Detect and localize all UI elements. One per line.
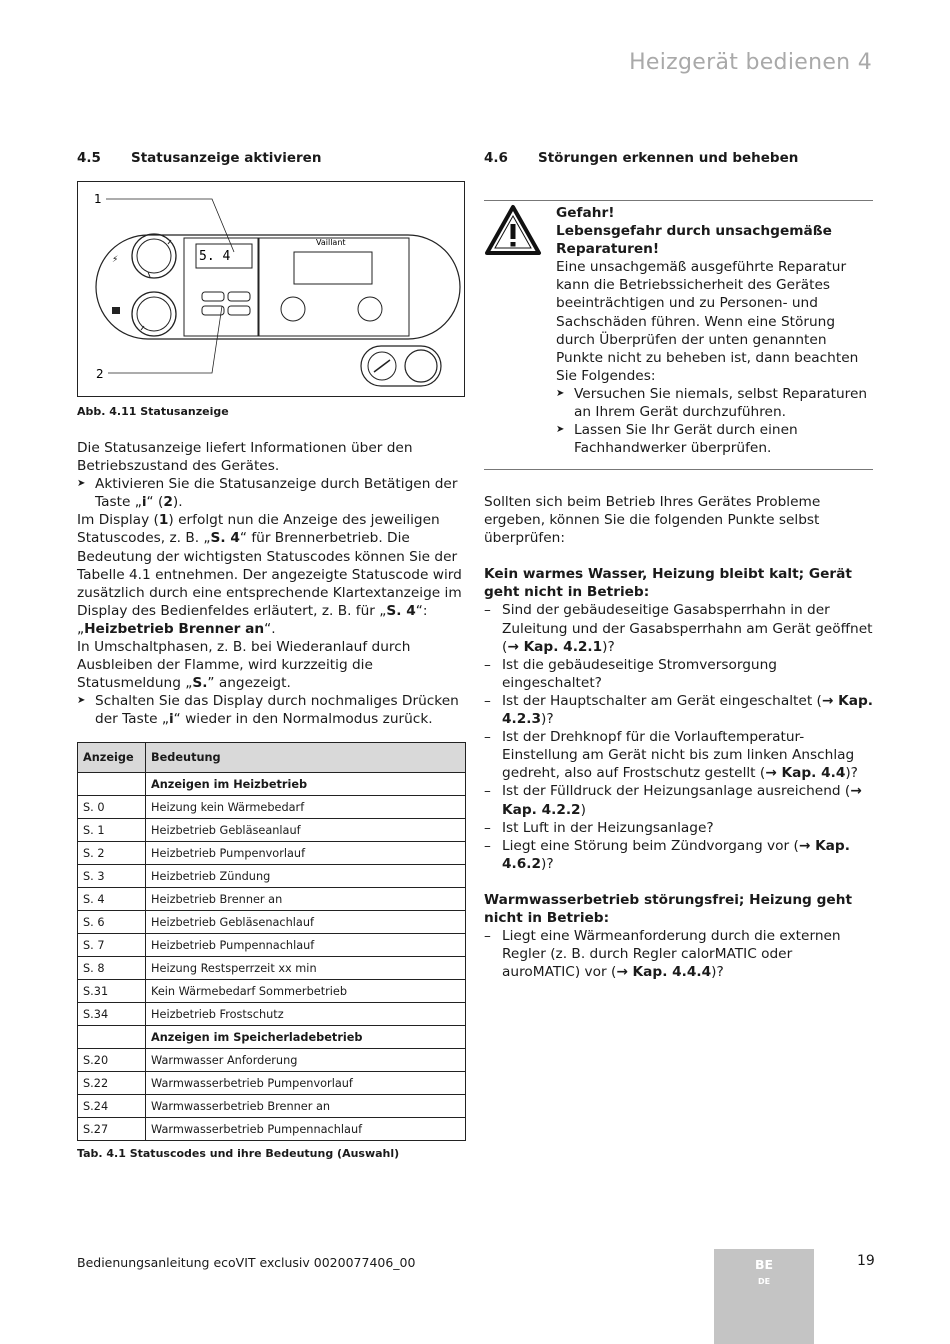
column-header-meaning: Bedeutung xyxy=(146,743,466,773)
table-subheader: Anzeigen im Heizbetrieb xyxy=(78,773,466,796)
table-row xyxy=(78,980,466,1003)
warning-block xyxy=(556,204,874,457)
running-header: Heizgerät bedienen 4 xyxy=(629,50,872,75)
status-meaning: Heizung kein Wärmebedarf xyxy=(146,796,466,819)
status-meaning: Heizbetrieb Gebläseanlauf xyxy=(146,819,466,842)
warning-subtitle: Lebensgefahr durch unsachgemäße Reparaturen! xyxy=(556,223,832,258)
arrow-icon: → xyxy=(765,765,782,782)
arrow-icon: → xyxy=(798,837,816,854)
section-title: Statusanzeige aktivieren xyxy=(131,150,322,166)
status-meaning: Warmwasserbetrieb Pumpennachlauf xyxy=(146,1118,466,1141)
checklist-item: – Ist Luft in der Heizungsanlage? xyxy=(484,819,874,837)
status-meaning: Warmwasserbetrieb Pumpenvorlauf xyxy=(146,1072,466,1095)
status-code: S.24 xyxy=(78,1095,146,1118)
table-row xyxy=(78,1072,466,1095)
status-code: S. 7 xyxy=(78,934,146,957)
table-row xyxy=(78,934,466,957)
left-body xyxy=(77,439,467,729)
checklist-item: – Ist der Drehknopf für die Vorlauftemperatur-Einstellung am Gerät nicht bis zum linken Anschlag gedreht, also auf Frostschutz gestellt (→ Kap. 4.4)? xyxy=(484,728,874,782)
chapter-reference: Kap. 4.2.3 xyxy=(502,692,873,728)
table-row xyxy=(78,1118,466,1141)
paragraph-display: Im Display (1) erfolgt nun die Anzeige des jeweiligen Statuscodes, z. B. „S. 4“ für Brennerbetrieb. Die Bedeutung der wichtigsten Statuscodes können Sie der Tabelle 4.1 entnehmen. Der angezeigte Statuscode wird zusätzlich durch eine entsprechende Klartextanzeige im Display des Bedienfeldes erläutert, z. B. für „S. 4“: „Heizbetrieb Brenner an“. xyxy=(77,512,462,637)
warning-bullet-2: ➤ Lassen Sie Ihr Gerät durch einen Fachhandwerker überprüfen. xyxy=(556,421,874,457)
status-code-table xyxy=(77,742,466,1141)
arrow-icon: → xyxy=(850,783,862,800)
checklist-item: – Ist der Hauptschalter am Gerät eingeschaltet (→ Kap. 4.2.3)? xyxy=(484,692,874,728)
paragraph-switch-phase: In Umschaltphasen, z. B. bei Wiederanlauf durch Ausbleiben der Flamme, wird kurzzeitig die Statusmeldung „S.” angezeigt. xyxy=(77,639,411,692)
section-heading-4-5 xyxy=(77,150,321,166)
table-row xyxy=(78,957,466,980)
arrow-icon: → xyxy=(507,638,524,655)
chapter-reference: Kap. 4.4.4 xyxy=(632,964,712,981)
checklist-item: – Ist die gebäudeseitige Stromversorgung eingeschaltet? xyxy=(484,656,874,692)
language-subcode: DE xyxy=(757,1277,771,1286)
checklist-item: – Liegt eine Störung beim Zündvorgang vor (→ Kap. 4.6.2)? xyxy=(484,837,874,873)
section-title: Störungen erkennen und beheben xyxy=(538,150,799,166)
status-code: S.27 xyxy=(78,1118,146,1141)
section-number: 4.6 xyxy=(484,150,508,166)
svg-text:⚡: ⚡ xyxy=(112,255,119,265)
status-meaning: Heizbetrieb Zündung xyxy=(146,865,466,888)
brand-logo-text: Vaillant xyxy=(316,238,346,247)
status-code: S. 0 xyxy=(78,796,146,819)
chapter-reference: Kap. 4.2.2 xyxy=(502,801,581,818)
table-body xyxy=(78,773,466,1141)
status-meaning: Warmwasser Anforderung xyxy=(146,1049,466,1072)
status-code: S.34 xyxy=(78,1003,146,1026)
table-row xyxy=(78,1095,466,1118)
status-code: S.22 xyxy=(78,1072,146,1095)
status-meaning: Kein Wärmebedarf Sommerbetrieb xyxy=(146,980,466,1003)
paragraph-intro: Die Statusanzeige liefert Informationen über den Betriebszustand des Gerätes. xyxy=(77,440,413,475)
checklist-2 xyxy=(484,927,874,981)
language-code: BE xyxy=(754,1257,774,1272)
display-readout: 5. 4 xyxy=(199,249,231,264)
callout-1: 1 xyxy=(94,192,102,206)
troubleshoot-heading-2: Warmwasserbetrieb störungsfrei; Heizung geht nicht in Betrieb: xyxy=(484,891,852,926)
status-code: S. 2 xyxy=(78,842,146,865)
warning-icon xyxy=(484,204,542,260)
checklist-item: – Liegt eine Wärmeanforderung durch die externen Regler (z. B. durch Regler calorMATIC oder auroMATIC) vor (→ Kap. 4.4.4)? xyxy=(484,927,874,981)
section-heading-4-6 xyxy=(484,150,798,166)
column-header-display: Anzeige xyxy=(78,743,146,773)
chapter-reference: Kap. 4.6.2 xyxy=(502,837,850,872)
arrow-icon: → xyxy=(821,692,839,709)
right-body xyxy=(484,493,874,981)
status-meaning: Heizbetrieb Brenner an xyxy=(146,888,466,911)
table-row xyxy=(78,1049,466,1072)
arrow-icon: → xyxy=(616,964,633,981)
status-code: S. 4 xyxy=(78,888,146,911)
status-meaning: Heizbetrieb Pumpenvorlauf xyxy=(146,842,466,865)
table-row xyxy=(78,796,466,819)
language-tab xyxy=(714,1249,814,1344)
status-code: S.20 xyxy=(78,1049,146,1072)
status-meaning: Heizbetrieb Frostschutz xyxy=(146,1003,466,1026)
table-caption: Tab. 4.1 Statuscodes und ihre Bedeutung (Auswahl) xyxy=(77,1147,400,1160)
warning-bullet-1: ➤ Versuchen Sie niemals, selbst Reparaturen an Ihrem Gerät durchzuführen. xyxy=(556,385,874,421)
chapter-reference: Kap. 4.4 xyxy=(781,765,846,782)
checklist-item: – Ist der Fülldruck der Heizungsanlage ausreichend (→ Kap. 4.2.2) xyxy=(484,782,874,818)
checklist-1 xyxy=(484,601,874,872)
table-row xyxy=(78,819,466,842)
table-row xyxy=(78,865,466,888)
status-meaning: Heizbetrieb Gebläsenachlauf xyxy=(146,911,466,934)
status-code: S. 1 xyxy=(78,819,146,842)
page-number: 19 xyxy=(857,1253,875,1269)
table-row xyxy=(78,1003,466,1026)
warning-divider-top xyxy=(484,200,873,201)
table-row xyxy=(78,911,466,934)
instruction-return: ➤ Schalten Sie das Display durch nochmaliges Drücken der Taste „i“ wieder in den Normalmodus zurück. xyxy=(77,692,467,728)
chapter-reference: Kap. 4.2.1 xyxy=(523,638,603,655)
table-subheader: Anzeigen im Speicherladebetrieb xyxy=(78,1026,466,1049)
table-row xyxy=(78,888,466,911)
status-code: S.31 xyxy=(78,980,146,1003)
figure-caption: Abb. 4.11 Statusanzeige xyxy=(77,405,229,418)
status-code: S. 6 xyxy=(78,911,146,934)
warning-text: Eine unsachgemäß ausgeführte Reparatur kann die Betriebssicherheit des Gerätes beeinträchtigen und zu Personen- und Sachschäden führen. Wenn eine Störung durch Überprüfen der unten genannten Punkte nicht zu beheben ist, dann beachten Sie Folgendes: xyxy=(556,259,859,384)
table-row xyxy=(78,842,466,865)
section-number: 4.5 xyxy=(77,150,101,166)
troubleshoot-intro: Sollten sich beim Betrieb Ihres Gerätes Probleme ergeben, können Sie die folgenden Punkte selbst überprüfen: xyxy=(484,494,821,547)
troubleshoot-heading-1: Kein warmes Wasser, Heizung bleibt kalt; Gerät geht nicht in Betrieb: xyxy=(484,566,852,601)
status-meaning: Warmwasserbetrieb Brenner an xyxy=(146,1095,466,1118)
status-code: S. 8 xyxy=(78,957,146,980)
table-header-row xyxy=(78,743,466,773)
checklist-item: – Sind der gebäudeseitige Gasabsperrhahn in der Zuleitung und der Gasabsperrhahn am Gerät geöffnet (→ Kap. 4.2.1)? xyxy=(484,601,874,655)
warning-title: Gefahr! xyxy=(556,205,615,221)
footer-document-title: Bedienungsanleitung ecoVIT exclusiv 0020077406_00 xyxy=(77,1255,416,1270)
figure-control-panel xyxy=(77,181,465,397)
status-meaning: Heizung Restsperrzeit xx min xyxy=(146,957,466,980)
control-panel-illustration xyxy=(78,182,464,396)
status-code: S. 3 xyxy=(78,865,146,888)
status-meaning: Heizbetrieb Pumpennachlauf xyxy=(146,934,466,957)
callout-2: 2 xyxy=(96,367,104,381)
warning-divider-bottom xyxy=(484,469,873,470)
instruction-activate: ➤ Aktivieren Sie die Statusanzeige durch Betätigen der Taste „i“ (2). xyxy=(77,475,467,511)
